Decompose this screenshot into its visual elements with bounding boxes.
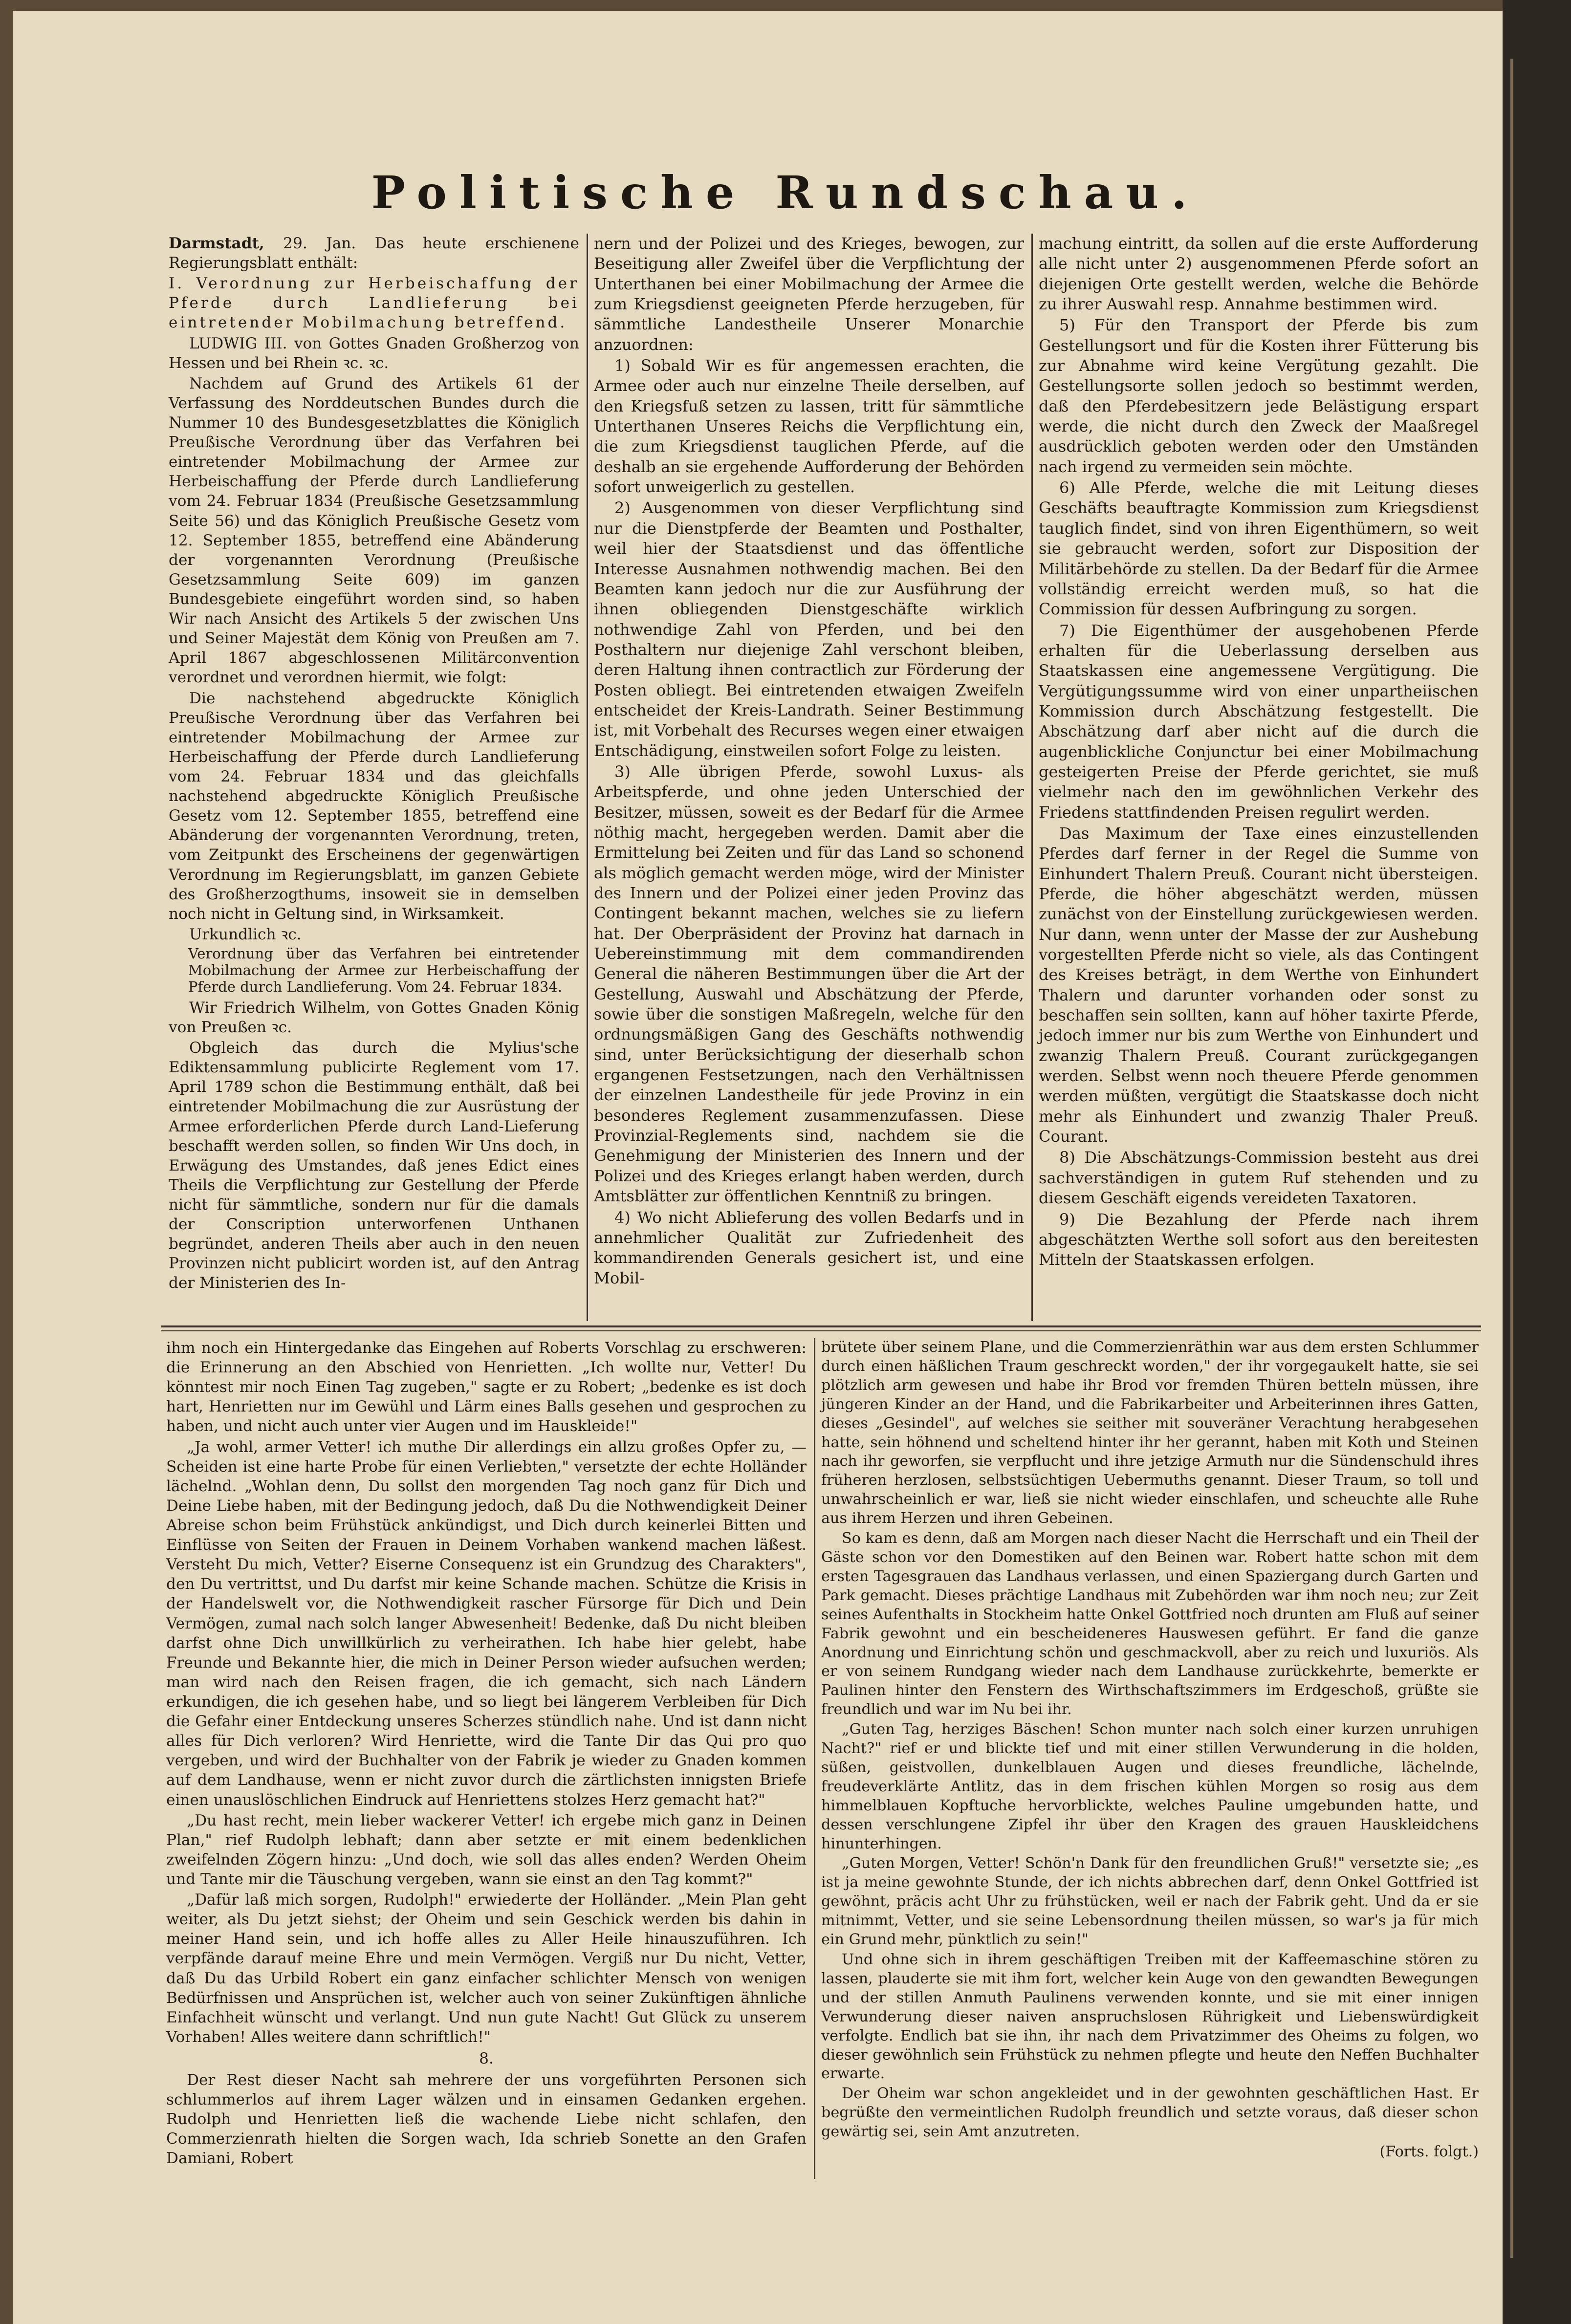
paragraph: 1) Sobald Wir es für angemessen erachten, die Armee oder auch nur einzelne Theile derselben, auf den Kriegsfuß setzen zu lassen, tritt für sämmtliche Unterthanen Unseres Reichs die Verpflichtung ein, die zum Kriegsdienst tauglichen Pferde, auf die deshalb an sie ergehende Aufforderung der Behörden sofort unweigerlich zu gestellen. bbox=[594, 356, 1024, 497]
paragraph: 7) Die Eigenthümer der ausgehobenen Pferde erhalten für die Ueberlassung derselben aus Staatskassen eine angemessene Vergütigung. Die Vergütigungssumme wird von einer unpartheiischen Kommission durch Abschätzung festgestellt. Die Abschätzung darf aber nicht auf die durch die augenblickliche Conjunctur bei einer Mobilmachung gesteigerten Preise der Pferde gerichtet, sie muß vielmehr nach den im gewöhnlichen Verkehr des Friedens stattfindenden Preisen regulirt werden. bbox=[1039, 621, 1479, 822]
paragraph: „Dafür laß mich sorgen, Rudolph!" erwiederte der Holländer. „Mein Plan geht weiter, als Du jetzt siehst; der Oheim und sein Geschick werden bis dahin in meiner Hand sein, und ich hoffe alles zu Aller Heile hinauszuführen. Ich verpfände darauf meine Ehre und mein Vermögen. Vergiß nur Du nicht, Vetter, daß Du das Urbild Robert ein ganz einfacher schlichter Mensch von wenigen Bedürfnissen und Ansprüchen ist, welcher auch von seiner Zukünftigen ähnliche Einfachheit wünscht und verlangt. Und nun gute Nacht! Gut Glück zu unserem Vorhaben! Alles weitere dann schriftlich!" bbox=[166, 1891, 807, 2046]
continuation-note: (Forts. folgt.) bbox=[1379, 2143, 1479, 2161]
top-column-3 bbox=[1039, 234, 1479, 1271]
top-column-1 bbox=[169, 234, 579, 1294]
paragraph: „Ja wohl, armer Vetter! ich muthe Dir allerdings ein allzu großes Opfer zu, — Scheiden ist eine harte Probe für einen Verliebten," versetzte der echte Holländer lächelnd. „Wohlan denn, Du sollst den morgenden Tag noch ganz für Dich und Deine Liebe haben, mit der Bedingung jedoch, daß Du die Nothwendigkeit Deiner Abreise schon beim Frühstück ankündigst, und Dich durch keinerlei Bitten und Einflüsse von Seiten der Frauen in Deinem Vorhaben wankend machen läßest. Versteht Du mich, Vetter? Eiserne Consequenz ist ein Grundzug des Charakters", den Du vertrittst, und Du darfst mir keine Schande machen. Schütze die Krisis in der Handelswelt vor, die Nothwendigkeit rascher Fürsorge für Dich und Dein Vermögen, zumal nach solch langer Abwesenheit! Bedenke, daß Du nicht bleiben darfst ohne Dich unwillkürlich zu verheirathen. Ich habe hier gelebt, habe Freunde und Bekannte hier, die mich in Deiner Person wieder aufsuchen werden; man wird nach den Reisen fragen, die ich gemacht, sich nach Ländern erkundigen, die ich gesehen habe, und so liegt bei längerem Verbleiben für Dich die Gefahr einer Entdeckung unseres Scherzes stündlich nahe. Und ist dann nicht alles für Dich verloren? Wird Henriette, wird die Tante Dir das Qui pro quo vergeben, und wird der Buchhalter von der Fabrik je wieder zu Gnaden kommen auf dem Landhause, wenn er nicht zuvor durch die zärtlichsten innigsten Briefe einen unauslöschlichen Eindruck auf Henriettens stolzes Herz gemacht hat?" bbox=[166, 1438, 807, 1809]
paragraph: „Du hast recht, mein lieber wackerer Vetter! ich ergebe mich ganz in Deinen Plan," rief Rudolph lebhaft; dann aber setzte er mit einem bedenklichen zweifelnden Zögern hinzu: „Und doch, wie soll das alles enden? Werden Oheim und Tante mir die Täuschung vergeben, wann sie einst an den Tag kommt?" bbox=[166, 1811, 807, 1888]
feuilleton-column-1 bbox=[166, 1338, 807, 2170]
paragraph: „Guten Morgen, Vetter! Schön'n Dank für den freundlichen Gruß!" versetzte sie; „es ist ja meine gewohnte Stunde, der ich nichts abbrechen darf, denn Onkel Gottfried ist gewöhnt, präcis acht Uhr zu frühstücken, weil er nach der Fabrik geht. Und da er sie mitnimmt, Vetter, und sie seine Lebensordnung theilen müssen, so war's ja für mich ein Grund mehr, pünktlich zu sein!" bbox=[821, 1855, 1479, 1949]
paragraph: LUDWIG III. von Gottes Gnaden Großherzog von Hessen und bei Rhein ꝛc. ꝛc. bbox=[169, 334, 579, 372]
paragraph: Die nachstehend abgedruckte Königlich Preußische Verordnung über das Verfahren bei eintretender Mobilmachung der Armee zur Herbeischaffung der Pferde durch Landlieferung vom 24. Februar 1834 und das gleichfalls nachstehend abgedruckte Königlich Preußische Gesetz vom 12. September 1855, betreffend eine Abänderung der vorgenannten Verordnung, treten, vom Zeitpunkt des Erscheinens der gegenwärtigen Verordnung im Regierungsblatt, im ganzen Gebiete des Großherzogthums, insoweit sie in demselben noch nicht in Geltung sind, in Wirksamkeit. bbox=[169, 689, 579, 923]
paragraph: Der Rest dieser Nacht sah mehrere der uns vorgeführten Personen sich schlummerlos auf ihrem Lager wälzen und in einsamen Gedanken ergehen. Rudolph und Henrietten ließ die wachende Liebe nicht schlafen, den Commerzienrath hielten die Sorgen wach, Ida schrieb Sonette an den Grafen Damiani, Robert bbox=[166, 2071, 807, 2168]
feuilleton-column-2 bbox=[821, 1338, 1479, 2163]
top-column-2 bbox=[594, 234, 1024, 1289]
paragraph: machung eintritt, da sollen auf die erste Aufforderung alle nicht unter 2) ausgenommenen Pferde sofort an diejenigen Orte gestellt werden, welche die Behörde zu ihrer Auswahl resp. Annahme bestimmen wird. bbox=[1039, 234, 1479, 314]
chapter-number: 8. bbox=[479, 2049, 494, 2067]
feuilleton-separator-thin bbox=[161, 1330, 1481, 1331]
paragraph: Wir Friedrich Wilhelm, von Gottes Gnaden König von Preußen ꝛc. bbox=[169, 999, 579, 1037]
paragraph: Nachdem auf Grund des Artikels 61 der Verfassung des Norddeutschen Bundes durch die Nummer 10 des Bundesgesetzblattes die Königlich Preußische Verordnung über das Verfahren bei eintretender Mobilmachung der Armee zur Herbeischaffung der Pferde durch Landlieferung vom 24. Februar 1834 (Preußische Gesetzsammlung Seite 56) und das Königlich Preußische Gesetz vom 12. September 1855, betreffend eine Abänderung der vorgenannten Verordnung (Preußische Gesetzsammlung Seite 609) im ganzen Bundesgebiete eingeführt worden sind, so haben Wir nach Ansicht des Artikels 5 der zwischen Uns und Seiner Majestät dem König von Preußen am 7. April 1867 abgeschlossenen Militärconvention verordnet und verordnen hiermit, wie folgt: bbox=[169, 374, 579, 687]
feuilleton-separator bbox=[161, 1325, 1481, 1327]
paragraph: So kam es denn, daß am Morgen nach dieser Nacht die Herrschaft und ein Theil der Gäste schon vor den Domestiken auf den Beinen war. Robert hatte schon mit dem ersten Tagesgrauen das Landhaus verlassen, und einen Spaziergang durch Garten und Park gemacht. Dieses prächtige Landhaus mit Zubehörden war ihm noch neu; zur Zeit seines Aufenthalts in Stockheim hatte Onkel Gottfried noch drunten am Fluß auf seiner Fabrik gewohnt und ein bescheideneres Hauswesen geführt. Er fand die ganze Anordnung und Einrichtung schön und geschmackvoll, aber zu reich und luxuriös. Als er von seinem Rundgang wieder nach dem Landhause zurückkehrte, bemerkte er Paulinen hinter den Fenstern des Wirthschaftszimmers im Erdgeschoß, grüßte sie freundlich und war im Nu bei ihr. bbox=[821, 1530, 1479, 1718]
paragraph: Der Oheim war schon angekleidet und in der gewohnten geschäftlichen Hast. Er begrüßte den vermeintlichen Rudolph freundlich und setzte voraus, daß dieser schon gewärtig sei, sein Amt anzutreten. bbox=[821, 2085, 1479, 2141]
paragraph: 9) Die Bezahlung der Pferde nach ihrem abgeschätzten Werthe soll sofort aus den bereitesten Mitteln der Staatskassen erfolgen. bbox=[1039, 1210, 1479, 1269]
paragraph: „Guten Tag, herziges Bäschen! Schon munter nach solch einer kurzen unruhigen Nacht?" rief er und blickte tief und mit einer stillen Verwunderung in die holden, süßen, geistvollen, dunkelblauen Augen und dieses freundliche, lächelnde, freudeverklärte Antlitz, das in dem frischen kühlen Morgen so rosig aus dem himmelblauen Kopftuche hervorblickte, welches Pauline umgebunden hatte, und dessen verschlungene Zipfel ihr über den Kragen des grauen Hauskleidchens hinunterhingen. bbox=[821, 1721, 1479, 1852]
dateline bbox=[169, 234, 579, 273]
paragraph: Urkundlich ꝛc. bbox=[189, 925, 302, 943]
paragraph: 4) Wo nicht Ablieferung des vollen Bedarfs und in annehmlicher Qualität zur Zufriedenheit des kommandirenden Generals gesichert ist, und eine Mobil- bbox=[594, 1208, 1024, 1287]
paragraph: 3) Alle übrigen Pferde, sowohl Luxus- als Arbeitspferde, und ohne jeden Unterschied der Besitzer, müssen, soweit es der Bedarf für die Armee nöthig macht, hergegeben werden. Damit aber die Ermittelung bei Zeiten und für das Land so schonend als möglich gemacht werden möge, wird der Minister des Innern und der Polizei einer jeden Provinz das Contingent bekannt machen, welches sie zu liefern hat. Der Oberpräsident der Provinz hat darnach in Uebereinstimmung mit dem commandirenden General die näheren Bestimmungen über die Art der Gestellung, Auswahl und Abschätzung der Pferde, sowie über die sonstigen Maßregeln, welche für den ordnungsmäßigen Gang des Geschäfts nothwendig sind, unter Berücksichtigung der dieserhalb schon ergangenen Festsetzungen, nach den Verhältnissen der einzelnen Landestheile für jede Provinz in ein besonderes Reglement zusammenzufassen. Diese Provinzial-Reglements sind, nachdem sie die Genehmigung der Ministerien des Innern und der Polizei und des Krieges erlangt haben werden, durch Amtsblätter zur öffentlichen Kenntniß zu bringen. bbox=[594, 762, 1024, 1206]
paragraph: 2) Ausgenommen von dieser Verpflichtung sind nur die Dienstpferde der Beamten und Posthalter, weil hier der Staatsdienst und das öffentliche Interesse Ausnahmen nothwendig machen. Bei den Beamten kann jedoch nur die zur Ausführung der ihnen obliegenden Dienstgeschäfte wirklich nothwendige Zahl von Pferden, und bei den Posthaltern nur diejenige Zahl verschont bleiben, deren Haltung ihnen contractlich zur Förderung der Posten obliegt. Bei eintretenden etwaigen Zweifeln entscheidet der Kreis-Landrath. Seiner Bestimmung ist, mit Vorbehalt des Recurses wegen einer etwaigen Entschädigung, einstweilen sofort Folge zu leisten. bbox=[594, 499, 1024, 760]
paragraph: ihm noch ein Hintergedanke das Eingehen auf Roberts Vorschlag zu erschweren: die Erinnerung an den Abschied von Henrietten. „Ich wollte nur, Vetter! Du könntest mir noch Einen Tag zugeben," sagte er zu Robert; „bedenke es ist doch hart, Henrietten nur im Gewühl und Lärm eines Balls gesehen und gesprochen zu haben, und nicht auch unter vier Augen und im Hauskleide!" bbox=[166, 1339, 807, 1435]
column-divider bbox=[587, 234, 588, 1321]
paragraph: 6) Alle Pferde, welche die mit Leitung dieses Geschäfts beauftragte Kommission zum Kriegsdienst tauglich findet, sind von ihren Eigenthümern, so weit sie gebraucht werden, sofort zur Disposition der Militärbehörde zu stellen. Da der Bedarf für die Armee vollständig erreicht werden muß, so hat die Commission für dessen Aufbringung zu sorgen. bbox=[1039, 478, 1479, 619]
binding-edge bbox=[1510, 59, 1513, 2258]
column-divider bbox=[1031, 234, 1033, 1321]
dateline-text: Das heute erschienene Regierungsblatt enthält: bbox=[169, 235, 579, 272]
ordinance-heading: I. Verordnung zur Herbeischaffung der Pferde durch Landlieferung bei eintretender Mobilmachung betreffend. bbox=[169, 275, 579, 332]
paragraph: 5) Für den Transport der Pferde bis zum Gestellungsort und für die Kosten ihrer Fütterung bis zur Abnahme wird keine Vergütung gezahlt. Die Gestellungsorte sollen jedoch so bestimmt werden, daß den Pferdebesitzern jede Belästigung erspart werde, die nicht durch den Zweck der Maaßregel ausdrücklich geboten werden oder den Umständen nach irgend zu vermeiden sein möchte. bbox=[1039, 316, 1479, 476]
paragraph: nern und der Polizei und des Krieges, bewogen, zur Beseitigung aller Zweifel über die Verpflichtung der Unterthanen bei einer Mobilmachung der Armee die zum Kriegsdienst geeigneten Pferde herzugeben, für sämmtliche Landestheile Unserer Monarchie anzuordnen: bbox=[594, 234, 1024, 354]
paragraph: Obgleich das durch die Mylius'sche Ediktensammlung publicirte Reglement vom 17. April 1789 schon die Bestimmung enthält, daß bei eintretender Mobilmachung die zur Ausrüstung der Armee erforderlichen Pferde durch Land-Lieferung beschafft werden sollen, so finden Wir Uns doch, in Erwägung des Umstandes, daß jenes Edict eines Theils die Verpflichtung zur Gestellung der Pferde nicht für sämmtliche, sondern nur für die damals der Conscription unterworfenen Unthanen begründet, anderen Theils aber auch in den neuen Provinzen nicht publicirt worden ist, auf den Antrag der Ministerien des In- bbox=[169, 1039, 579, 1292]
paragraph: brütete über seinem Plane, und die Commerzienräthin war aus dem ersten Schlummer durch einen häßlichen Traum geschreckt worden," der ihr vorgegaukelt hatte, sie sei plötzlich arm gewesen und habe ihr Brod vor fremden Thüren betteln müssen, ihre jüngeren Kinder an der Hand, und die Fabrikarbeiter und Arbeiterinnen ihres Gatten, dieses „Gesindel", auf welches sie seither mit souveräner Verachtung herabgesehen hatte, sein höhnend und scheltend hinter ihr her gerannt, haben mit Koth und Steinen nach ihr geworfen, sie verpflucht und ihre jetzige Armuth nur die Sündenschuld ihres früheren herzlosen, selbstsüchtigen Uebermuths genannt. Dieser Traum, so toll und unwahrscheinlich er war, ließ sie nicht wieder einschlafen, und scheuchte alle Ruhe aus ihrem Herzen und ihren Gebeinen. bbox=[821, 1339, 1479, 1527]
column-divider bbox=[814, 1338, 815, 2179]
paragraph: Und ohne sich in ihrem geschäftigen Treiben mit der Kaffeemaschine stören zu lassen, plauderte sie mit ihm fort, welcher kein Auge von den gewandten Bewegungen und der stillen Anmuth Paulinens verwenden konnte, und sie mit einer innigen Verwunderung dieser naiven anspruchslosen Rührigkeit und Liebenswürdigkeit verfolgte. Endlich bat sie ihn, ihr nach dem Privatzimmer des Oheims zu folgen, wo dieser gewöhnlich sein Frühstück zu nehmen pflegte und heute den Neffen Buchhalter erwarte. bbox=[821, 1951, 1479, 2083]
paragraph: 8) Die Abschätzungs-Commission besteht aus drei sachverständigen in gutem Ruf stehenden und zu diesem Geschäft eigends vereideten Taxatoren. bbox=[1039, 1148, 1479, 1208]
page-title: Politische Rundschau. bbox=[371, 166, 1200, 219]
paragraph: Das Maximum der Taxe eines einzustellenden Pferdes darf ferner in der Regel die Summe von Einhundert Thalern Preuß. Courant nicht übersteigen. Pferde, die höher abgeschätzt werden, müssen zunächst von der Einstellung zurückgewiesen werden. Nur dann, wenn unter der Masse der zur Aushebung vorgestellten Pferde nicht so viele, als das Contingent des Kreises beträgt, in dem Werthe von Einhundert Thalern und darunter vorhanden oder sonst zu beschaffen sein sollten, kann auf höher taxirte Pferde, jedoch immer nur bis zum Werthe von Einhundert und zwanzig Thalern Preuß. Courant zurückgegangen werden. Selbst wenn noch theuere Pferde genommen werden müßten, vergütigt die Staatskasse doch nicht mehr als Einhundert und zwanzig Thaler Preuß. Courant. bbox=[1039, 824, 1479, 1146]
dateline-date: 29. Jan. bbox=[283, 235, 356, 252]
subheading: Verordnung über das Verfahren bei eintretender Mobilmachung der Armee zur Herbeischaffung der Pferde durch Landlieferung. Vom 24. Februar 1834. bbox=[188, 945, 579, 995]
dateline-place: Darmstadt, bbox=[169, 235, 264, 252]
